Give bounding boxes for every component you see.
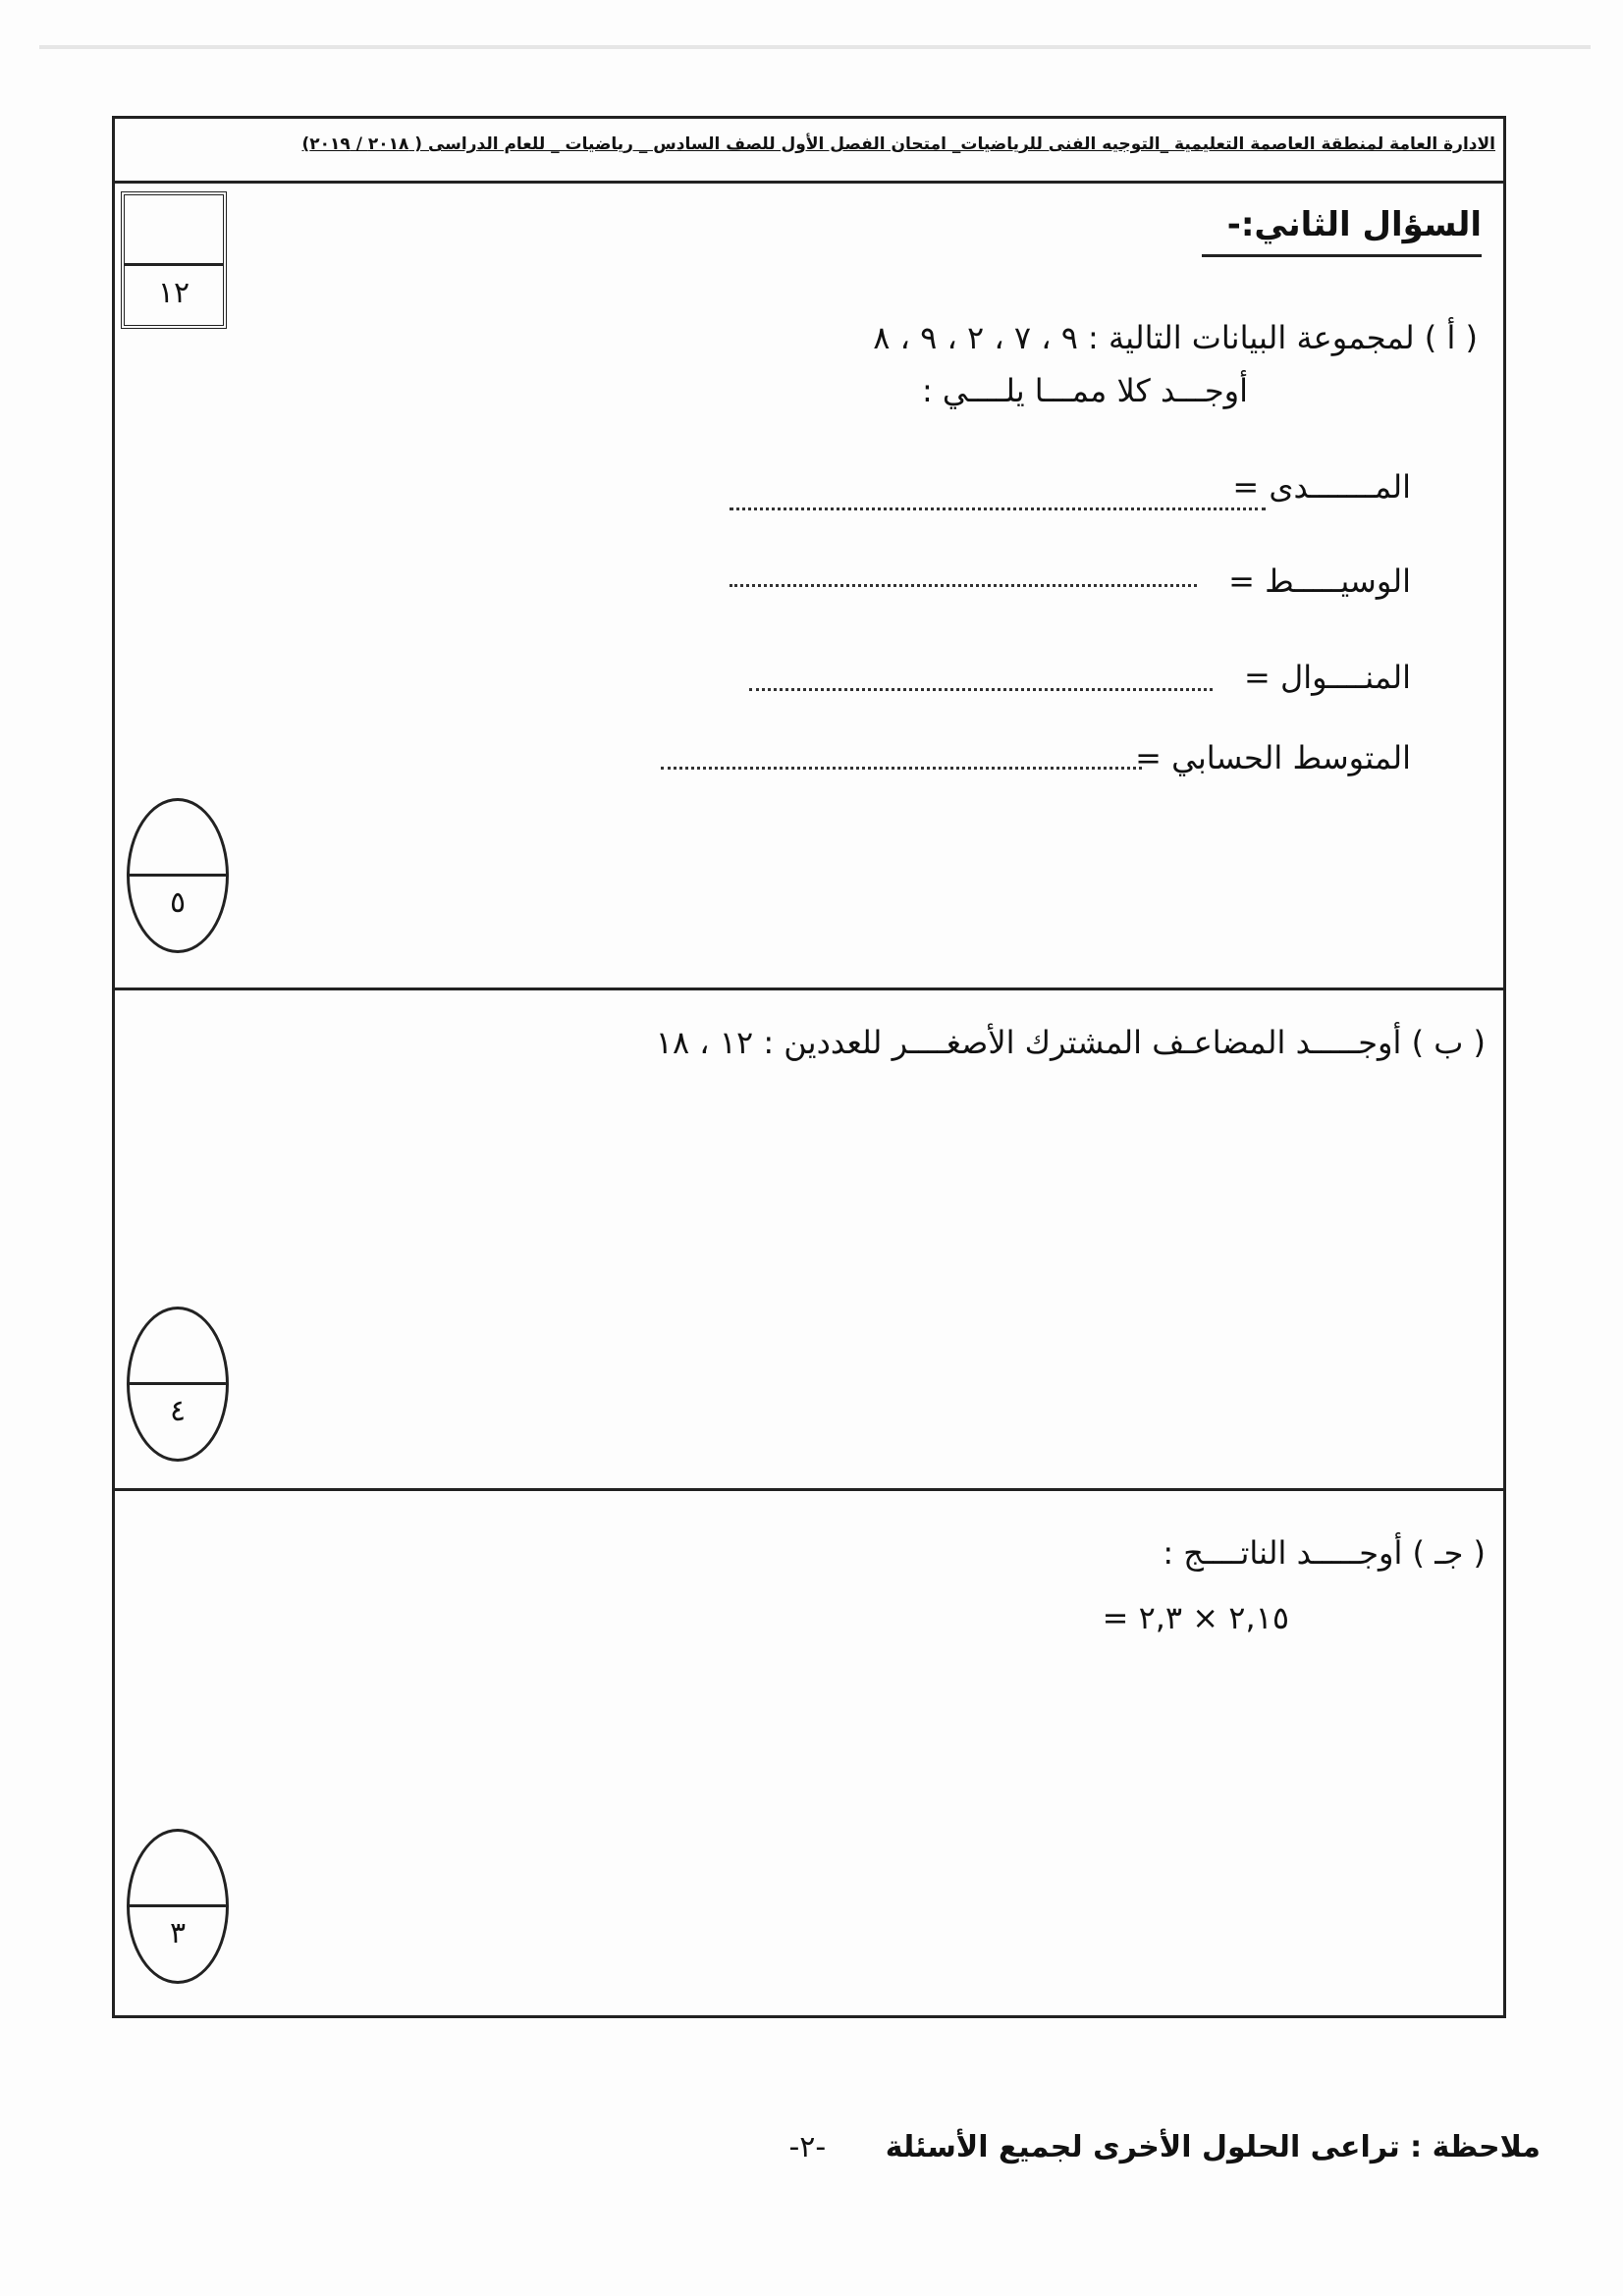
part-a-score-divider — [130, 874, 226, 877]
part-b-text: أوجـــــد المضاعـف المشترك الأصغــــر للعددين : ١٢ ، ١٨ — [655, 1024, 1402, 1061]
part-a-score-oval — [127, 798, 229, 953]
section-part-c — [115, 1491, 1503, 2015]
part-a-label: ( أ ) — [1424, 319, 1478, 356]
top-rule — [39, 45, 1591, 49]
total-score-blank — [125, 195, 223, 266]
part-b-score-divider — [130, 1382, 226, 1385]
mode-answer-line[interactable] — [749, 688, 1213, 691]
total-score-box — [121, 191, 227, 329]
part-c-label: ( جـ ) — [1412, 1534, 1486, 1572]
median-label: الوسيـــــط = — [1228, 562, 1411, 600]
question-title: السؤال الثاني:- — [1202, 205, 1482, 257]
part-c-score-oval — [127, 1829, 229, 1984]
part-a-score: ٥ — [169, 885, 187, 920]
part-c-line — [1163, 1534, 1486, 1572]
part-c-text: أوجـــــد الناتــــج : — [1163, 1534, 1403, 1572]
part-a-line — [873, 319, 1478, 356]
part-a-intro: لمجموعة البيانات التالية : — [1088, 319, 1415, 356]
part-a-instruction: أوجـــد كلا ممـــا يلــــي : — [921, 372, 1248, 409]
range-label: المـــــــدى = — [1232, 468, 1411, 506]
part-c-score-divider — [130, 1904, 226, 1907]
section-part-a — [115, 184, 1503, 990]
part-c-expression: ٢,١٥ × ٢,٣ = — [1102, 1599, 1289, 1636]
part-c-score: ٣ — [169, 1916, 187, 1950]
page-number: -٢- — [788, 2130, 827, 2164]
section-part-b — [115, 990, 1503, 1491]
header-text: الادارة العامة لمنطقة العاصمة التعليمية _التوجيه الفنى للرياضيات_ امتحان الفصل الأول للصف السادس _ رياضيات _ للعام الدراسى ( ٢٠١٨ / ٢٠١٩) — [301, 134, 1495, 154]
exam-header — [115, 119, 1503, 184]
mean-answer-line[interactable] — [661, 767, 1142, 770]
part-a-data: ٩ ، ٧ ، ٢ ، ٩ ، ٨ — [873, 319, 1078, 356]
part-b-score: ٤ — [169, 1394, 187, 1428]
median-answer-line[interactable] — [730, 584, 1197, 587]
part-b-label: ( ب ) — [1411, 1024, 1486, 1061]
mode-label: المنــــوال = — [1244, 659, 1411, 696]
part-b-score-oval — [127, 1307, 229, 1462]
footer-note: ملاحظة : تراعى الحلول الأخرى لجميع الأسئلة — [885, 2130, 1541, 2164]
range-answer-line[interactable] — [730, 507, 1266, 510]
exam-frame — [112, 116, 1506, 2018]
footer — [788, 2130, 1541, 2164]
mean-label: المتوسط الحسابي = — [1135, 739, 1411, 776]
total-score-value: ١٢ — [157, 276, 190, 310]
part-b-line — [656, 1024, 1486, 1061]
